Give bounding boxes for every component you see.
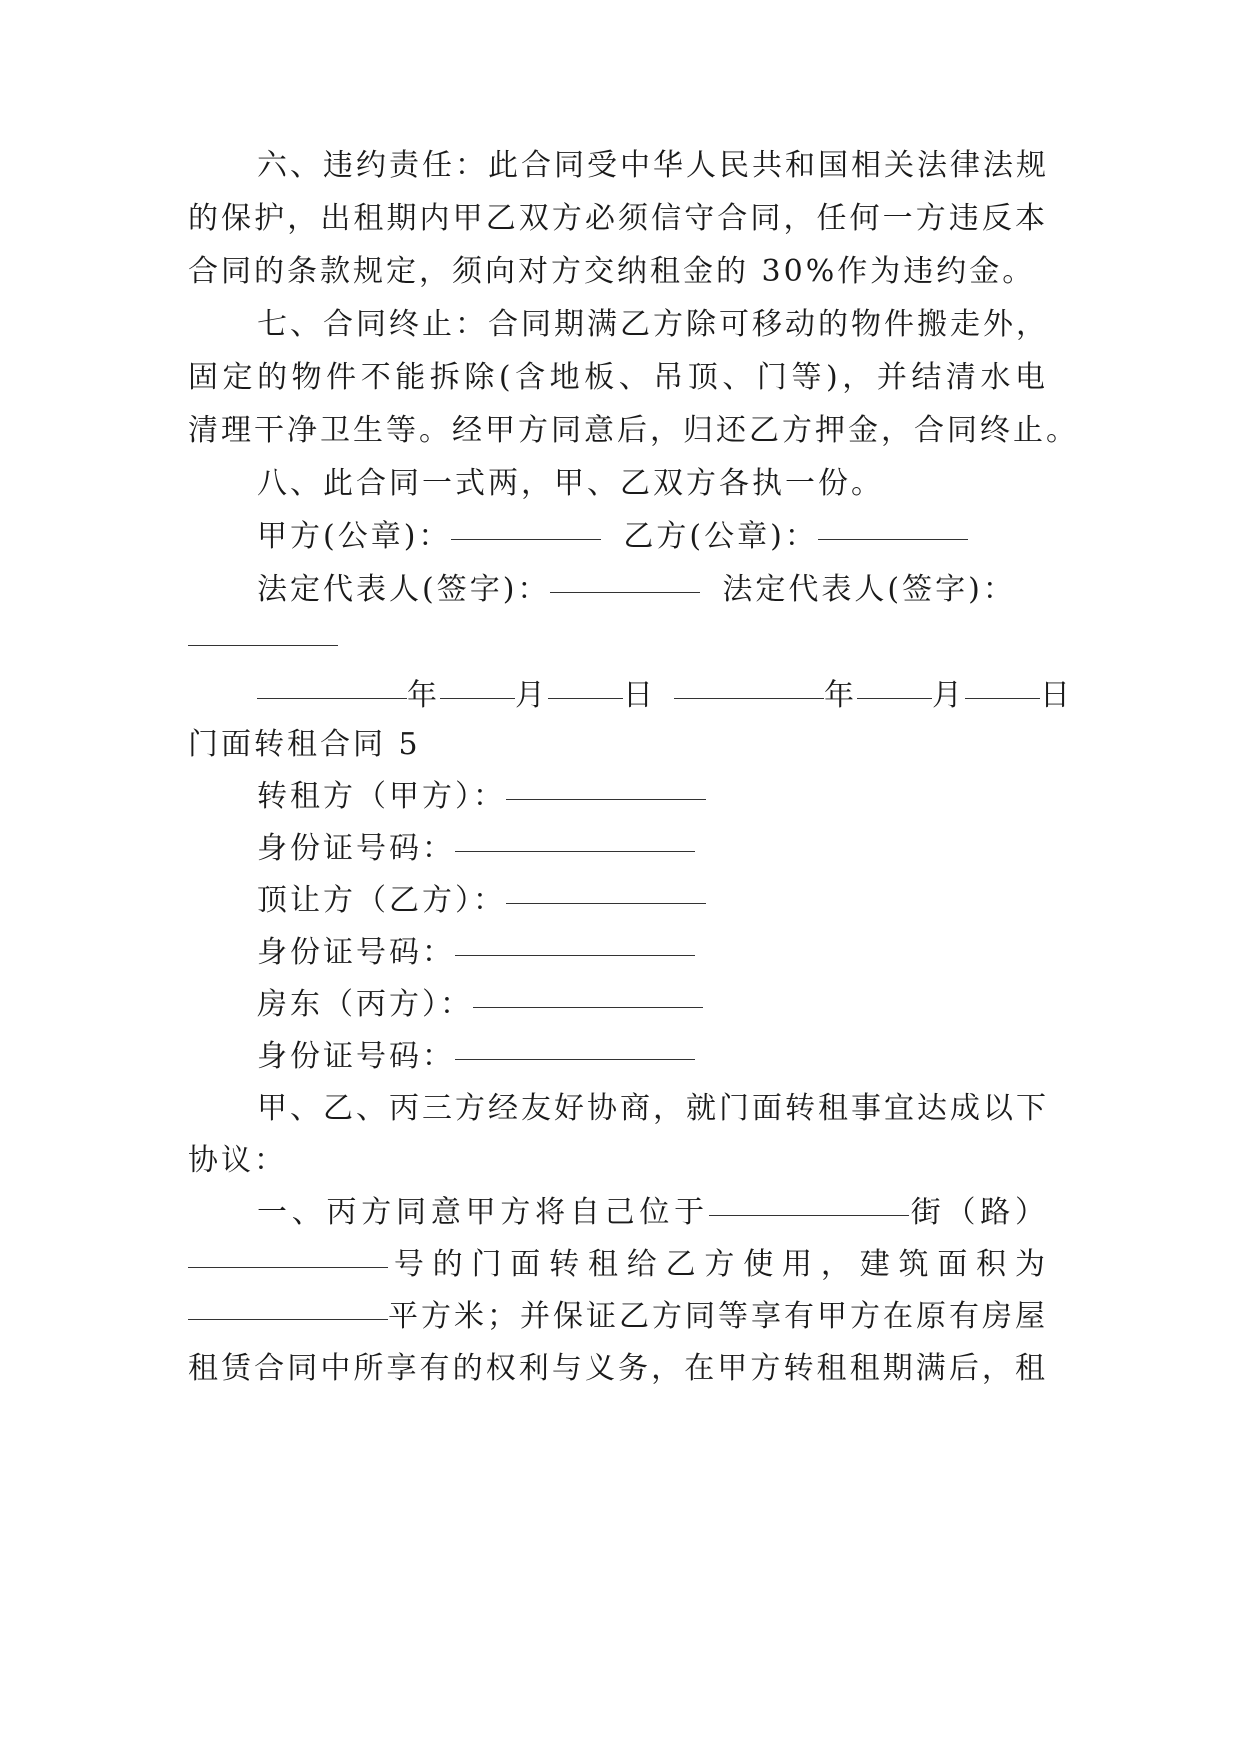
- rep-sign-a-label: 法定代表人(签字)：: [257, 572, 551, 607]
- date-b-month-label: 月: [932, 678, 965, 713]
- intro-line-2: 协议：: [188, 1143, 287, 1178]
- party-b-seal-label: 乙方(公章)：: [623, 519, 818, 554]
- clause-7-line-1: 七、合同终止：合同期满乙方除可移动的物件搬走外，: [257, 307, 1049, 342]
- article-1-text-b: 街（路）: [908, 1195, 1048, 1230]
- rep-sign-b-label: 法定代表人(签字)：: [722, 572, 1016, 607]
- landlord-blank: [473, 1007, 703, 1008]
- contract-5-title: 门面转租合同 5: [188, 727, 421, 762]
- id-number-line-1: [257, 820, 1048, 878]
- date-a-year-blank: [257, 698, 407, 699]
- transferee-blank: [506, 903, 706, 904]
- clause-6-line-2: 的保护，出租期内甲乙双方必须信守合同，任何一方违反本: [188, 201, 1048, 236]
- party-b-seal-blank: [818, 539, 968, 540]
- id-number-line-2: [257, 924, 1048, 982]
- rep-sign-a-blank: [550, 592, 700, 593]
- id-number-label-1: 身份证号码：: [257, 831, 455, 866]
- date-a-month-label: 月: [515, 678, 548, 713]
- date-b-year-blank: [674, 698, 824, 699]
- article-1-line-3: [188, 1288, 1048, 1346]
- sublessor-label: 转租方（甲方）：: [257, 779, 506, 814]
- sublessor-blank: [506, 799, 706, 800]
- landlord-line: [257, 976, 1048, 1034]
- id-number-label-2: 身份证号码：: [257, 935, 455, 970]
- article-1-text-a: 一、丙方同意甲方将自己位于: [257, 1195, 709, 1230]
- id-number-blank-1: [455, 851, 695, 852]
- article-1-text-c: 号的门面转租给乙方使用，建筑面积为: [388, 1247, 1048, 1282]
- id-number-blank-2: [455, 955, 695, 956]
- street-blank: [709, 1215, 909, 1216]
- date-a-day-label: 日: [623, 678, 656, 713]
- rep-sign-b-blank-line: [188, 614, 1048, 672]
- clause-6-line-3: 合同的条款规定，须向对方交纳租金的 30%作为违约金。: [188, 254, 1036, 289]
- transferee-label: 顶让方（乙方）：: [257, 883, 506, 918]
- clause-7-line-2: 固定的物件不能拆除(含地板、吊顶、门等)，并结清水电: [188, 360, 1048, 395]
- seal-line: [257, 508, 1048, 566]
- date-a-year-label: 年: [407, 678, 440, 713]
- article-1-line-1: [257, 1184, 1048, 1242]
- rep-sign-b-blank: [188, 645, 338, 646]
- party-a-seal-blank: [451, 539, 601, 540]
- clause-8-line: 八、此合同一式两，甲、乙双方各执一份。: [257, 466, 884, 501]
- id-number-blank-3: [455, 1059, 695, 1060]
- clause-7-line-3: 清理干净卫生等。经甲方同意后，归还乙方押金，合同终止。: [188, 413, 1079, 448]
- intro-line-1: 甲、乙、丙三方经友好协商，就门面转租事宜达成以下: [257, 1091, 1049, 1126]
- date-a-day-blank: [548, 698, 623, 699]
- party-a-seal-label: 甲方(公章)：: [257, 519, 452, 554]
- article-1-text-d: 平方米；并保证乙方同等享有甲方在原有房屋: [388, 1299, 1048, 1334]
- article-1-line-4: 租赁合同中所享有的权利与义务，在甲方转租租期满后，租: [188, 1351, 1048, 1386]
- landlord-label: 房东（丙方）：: [257, 987, 473, 1022]
- id-number-label-3: 身份证号码：: [257, 1039, 455, 1074]
- transferee-line: [257, 872, 1048, 930]
- sublessor-line: [257, 768, 1048, 826]
- clause-6-line-1: 六、违约责任：此合同受中华人民共和国相关法律法规: [257, 148, 1049, 183]
- date-b-day-label: 日: [1040, 678, 1073, 713]
- date-b-day-blank: [965, 698, 1040, 699]
- rep-sign-line: [257, 561, 1048, 619]
- date-a-month-blank: [440, 698, 515, 699]
- date-b-month-blank: [857, 698, 932, 699]
- article-1-line-2: [188, 1236, 1048, 1294]
- date-b-year-label: 年: [824, 678, 857, 713]
- id-number-line-3: [257, 1028, 1048, 1086]
- house-number-blank: [188, 1267, 388, 1268]
- area-blank: [188, 1319, 388, 1320]
